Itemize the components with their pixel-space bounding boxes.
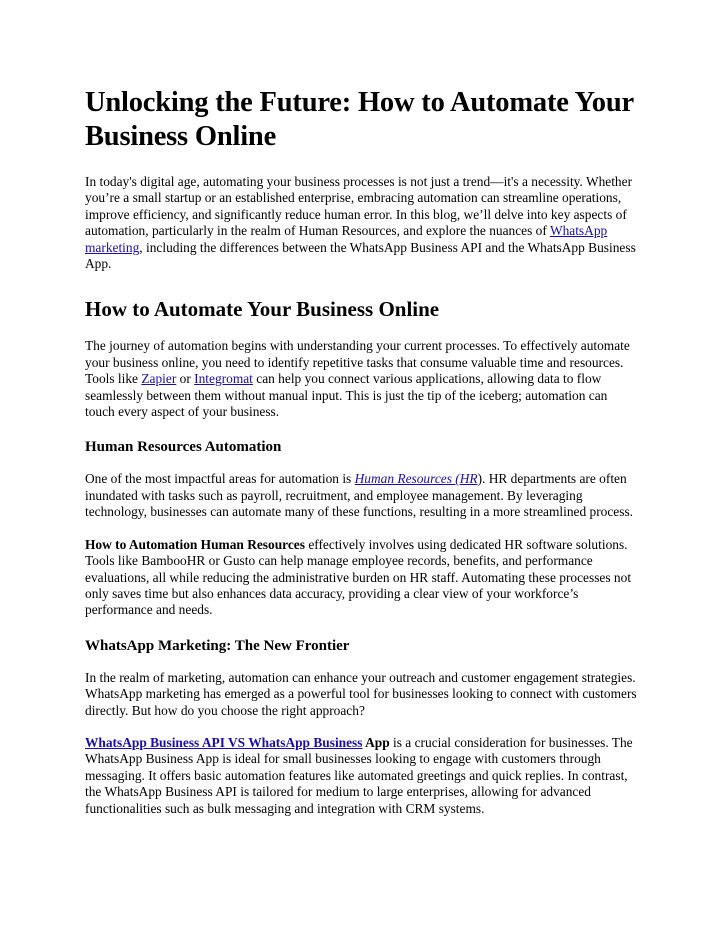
hr-paragraph-2	[85, 537, 637, 619]
integromat-link[interactable]: Integromat	[194, 371, 253, 387]
automate-text-3: can help you connect various applications, allowing data to flow seamlessly between them without manual input. This is just the tip of the iceberg; automation can touch every aspect of your business.	[85, 371, 608, 420]
hr-p1-text-2: ). HR departments are often inundated with tasks such as payroll, recruitment, and employee management. By leveraging technology, businesses can automate many of these functions, resulting in a more streamlined process.	[85, 471, 634, 520]
article	[85, 86, 637, 833]
intro-paragraph	[85, 174, 637, 272]
zapier-link[interactable]: Zapier	[141, 371, 177, 387]
whatsapp-paragraph-1: In the realm of marketing, automation can enhance your outreach and customer engagement strategies. WhatsApp marketing has emerged as a powerful tool for businesses looking to connect with customers directly. But how do you choose the right approach?	[85, 669, 637, 718]
hr-p2-bold-lead: How to Automation Human Resources	[85, 536, 305, 552]
section-heading-automate: How to Automate Your Business Online	[85, 297, 440, 322]
section-heading-whatsapp: WhatsApp Marketing: The New Frontier	[85, 637, 350, 654]
whatsapp-p2-text: is a crucial consideration for businesses. The WhatsApp Business App is ideal for small businesses looking to engage with customers through messaging. It offers basic automation features like automated greetings and quick replies. In contrast, the WhatsApp Business API is tailored for medium to large enterprises, allowing for advanced functionalities such as bulk messaging and integration with CRM systems.	[85, 734, 633, 816]
hr-p2-text: effectively involves using dedicated HR software solutions. Tools like BambooHR or Gusto can help manage employee records, benefits, and performance evaluations, all while reducing the administrative burden on HR staff. Automating these processes not only saves time but also enhances data accuracy, providing a clear view of your workforce’s performance and needs.	[85, 536, 632, 618]
automate-text-2: or	[176, 371, 195, 387]
hr-paragraph-1	[85, 471, 637, 520]
whatsapp-api-vs-app-link[interactable]: WhatsApp Business API VS WhatsApp Business	[85, 734, 363, 750]
automate-paragraph	[85, 338, 637, 420]
human-resources-link[interactable]: Human Resources (HR	[354, 471, 478, 487]
intro-text-end: , including the differences between the WhatsApp Business API and the WhatsApp Business App.	[85, 239, 636, 272]
hr-p1-text-1: One of the most impactful areas for automation is	[85, 471, 355, 487]
whatsapp-p2-bold: App	[362, 734, 390, 750]
page-title: Unlocking the Future: How to Automate Your Business Online	[85, 87, 634, 152]
automate-text-1: The journey of automation begins with understanding your current processes. To effectively automate your business online, you need to identify repetitive tasks that consume valuable time and resources. Tools like	[85, 338, 630, 387]
whatsapp-marketing-link[interactable]: WhatsApp marketing	[85, 223, 608, 255]
section-heading-hr: Human Resources Automation	[85, 439, 282, 456]
whatsapp-paragraph-2	[85, 735, 637, 817]
intro-text-start: In today's digital age, automating your business processes is not just a trend—it's a necessity. Whether you’re a small startup or an established enterprise, embracing automation can streamline operations, improve efficiency, and significantly reduce human error. In this blog, we’ll delve into key aspects of automation, particularly in the realm of Human Resources, and explore the nuances of	[85, 174, 633, 239]
